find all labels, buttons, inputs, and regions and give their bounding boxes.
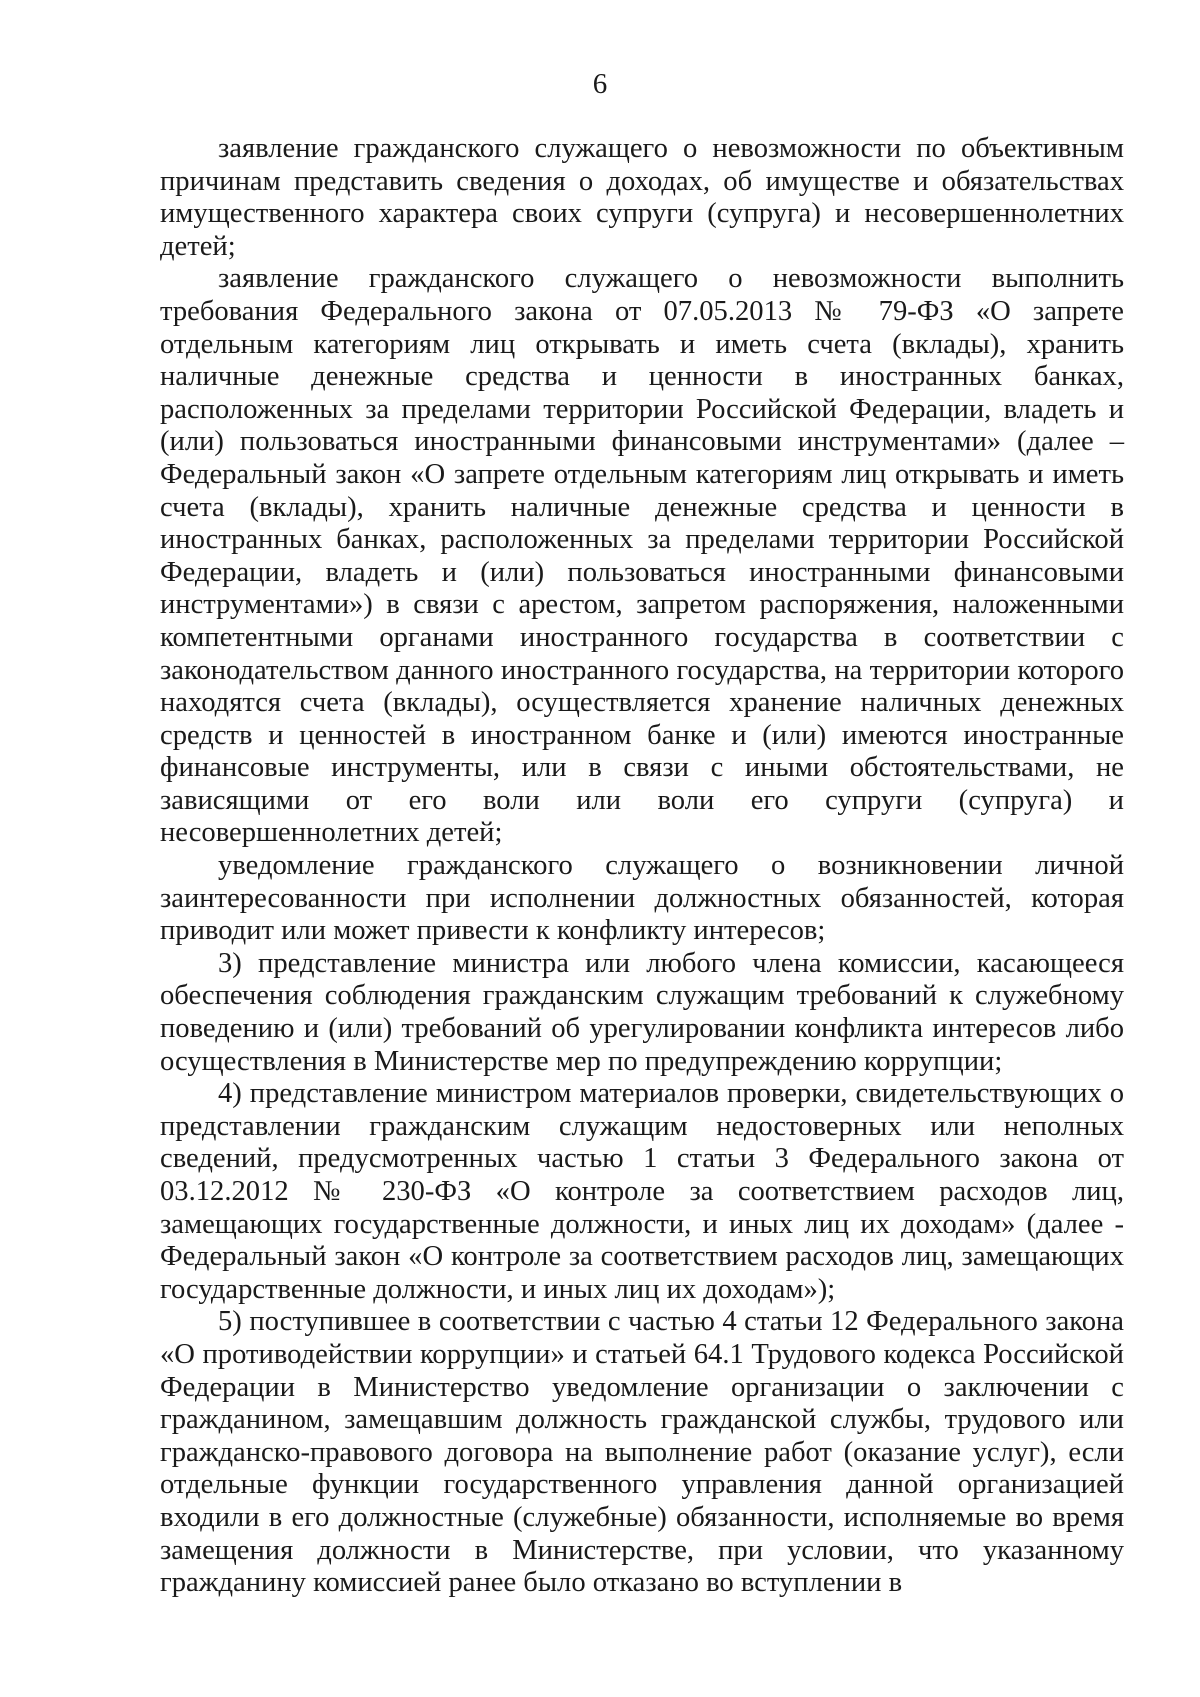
paragraph-conflict-notice: уведомление гражданского служащего о возникновении личной заинтересованности при исполнении должностных обязанностей, которая приводит или может привести к конфликту интересов; (160, 850, 1124, 947)
paragraph-income-statement: заявление гражданского служащего о невозможности по объективным причинам представить сведения о доходах, об имуществе и обязательствах имущественного характера своих супруги (супруга) и несовершеннолетних детей; (160, 133, 1124, 262)
document-body (160, 133, 1124, 1600)
paragraph-item-3: 3) представление министра или любого члена комиссии, касающееся обеспечения соблюдения гражданским служащим требований к служебному поведению и (или) требований об урегулировании конфликта интересов либо осуществления в Министерстве мер по предупреждению коррупции; (160, 947, 1124, 1077)
paragraph-foreign-accounts-statement: заявление гражданского служащего о невозможности выполнить требования Федерального закона от 07.05.2013 № 79-ФЗ «О запрете отдельным категориям лиц открывать и иметь счета (вклады), хранить наличные денежные средства и ценности в иностранных банках, расположенных за пределами территории Российской Федерации, владеть и (или) пользоваться иностранными финансовыми инструментами» (далее – Федеральный закон «О запрете отдельным категориям лиц открывать и иметь счета (вклады), хранить наличные денежные средства и ценности в иностранных банках, расположенных за пределами территории Российской Федерации, владеть и (или) пользоваться иностранными финансовыми инструментами») в связи с арестом, запретом распоряжения, наложенными компетентными органами иностранного государства в соответствии с законодательством данного иностранного государства, на территории которого находятся счета (вклады), осуществляется хранение наличных денежных средств и ценностей в иностранном банке и (или) имеются иностранные финансовые инструменты, или в связи с иными обстоятельствами, не зависящими от его воли или воли его супруги (супруга) и несовершеннолетних детей; (160, 263, 1124, 849)
paragraph-item-4: 4) представление министром материалов проверки, свидетельствующих о представлении гражданским служащим недостоверных или неполных сведений, предусмотренных частью 1 статьи 3 Федерального закона от 03.12.2012 № 230-ФЗ «О контроле за соответствием расходов лиц, замещающих государственные должности, и иных лиц их доходам» (далее - Федеральный закон «О контроле за соответствием расходов лиц, замещающих государственные должности, и иных лиц их доходам»); (160, 1078, 1124, 1305)
page-number: 6 (592, 68, 608, 100)
paragraph-item-5: 5) поступившее в соответствии с частью 4 статьи 12 Федерального закона «О противодействии коррупции» и статьей 64.1 Трудового кодекса Российской Федерации в Министерство уведомление организации о заключении с гражданином, замещавшим должность гражданской службы, трудового или гражданско-правового договора на выполнение работ (оказание услуг), если отдельные функции государственного управления данной организацией входили в его должностные (служебные) обязанности, исполняемые во время замещения должности в Министерстве, при условии, что указанному гражданину комиссией ранее было отказано во вступлении в (160, 1306, 1124, 1599)
